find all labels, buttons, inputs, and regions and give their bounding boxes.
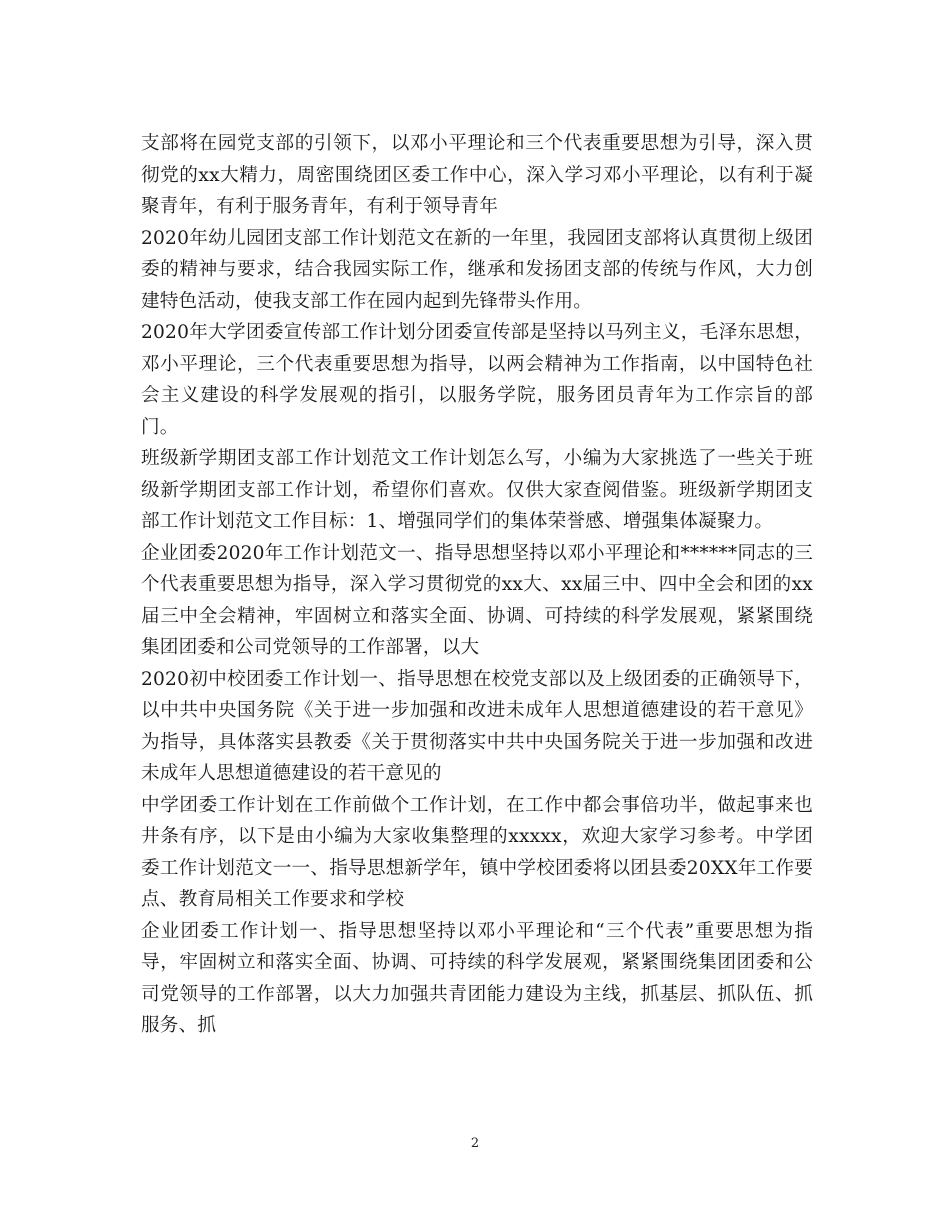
paragraph-2: 2020年幼儿园团支部工作计划范文在新的一年里，我园团支部将认真贯彻上级团委的精神与要求，结合我园实际工作，继承和发扬团支部的传统与作风，大力创建特色活动，使我支部工作在园内起到先锋带头作用。 [141,227,813,312]
document-body [141,128,813,1042]
paragraph-4: 班级新学期团支部工作计划范文工作计划怎么写，小编为大家挑选了一些关于班级新学期团支部工作计划，希望你们喜欢。仅供大家查阅借鉴。班级新学期团支部工作计划范文工作目标：1、增强同学们的集体荣誉感、增强集体凝聚力。 [141,448,813,532]
paragraph-5: 企业团委2020年工作计划范文一、指导思想坚持以邓小平理论和******同志的三个代表重要思想为指导，深入学习贯彻党的xx大、xx届三中、四中全会和团的xx届三中全会精神，牢固树立和落实全面、协调、可持续的科学发展观，紧紧围绕集团团委和公司党领导的工作部署，以大 [141,542,813,658]
paragraph-1: 支部将在园党支部的引领下，以邓小平理论和三个代表重要思想为引导，深入贯彻党的xx大精力，周密围绕团区委工作中心，深入学习邓小平理论，以有利于凝聚青年，有利于服务青年，有利于领导青年 [141,133,813,217]
paragraph-8: 企业团委工作计划一、指导思想坚持以邓小平理论和“三个代表”重要思想为指导，牢固树立和落实全面、协调、可持续的科学发展观，紧紧围绕集团团委和公司党领导的工作部署，以大力加强共青团能力建设为主线，抓基层、抓队伍、抓服务、抓 [141,920,813,1036]
page-number: 2 [470,1136,480,1151]
paragraph-7: 中学团委工作计划在工作前做个工作计划，在工作中都会事倍功半，做起事来也井条有序，以下是由小编为大家收集整理的xxxxx，欢迎大家学习参考。中学团委工作计划范文一一、指导思想新学年，镇中学校团委将以团县委20XX年工作要点、教育局相关工作要求和学校 [141,794,813,910]
paragraph-3: 2020年大学团委宣传部工作计划分团委宣传部是坚持以马列主义，毛泽东思想，邓小平理论，三个代表重要思想为指导，以两会精神为工作指南，以中国特色社会主义建设的科学发展观的指引，以服务学院，服务团员青年为工作宗旨的部门。 [141,322,813,438]
paragraph-6: 2020初中校团委工作计划一、指导思想在校党支部以及上级团委的正确领导下，以中共中央国务院《关于进一步加强和改进未成年人思想道德建设的若干意见》为指导，具体落实县教委《关于贯彻落实中共中央国务院关于进一步加强和改进未成年人思想道德建设的若干意见的 [141,668,813,784]
